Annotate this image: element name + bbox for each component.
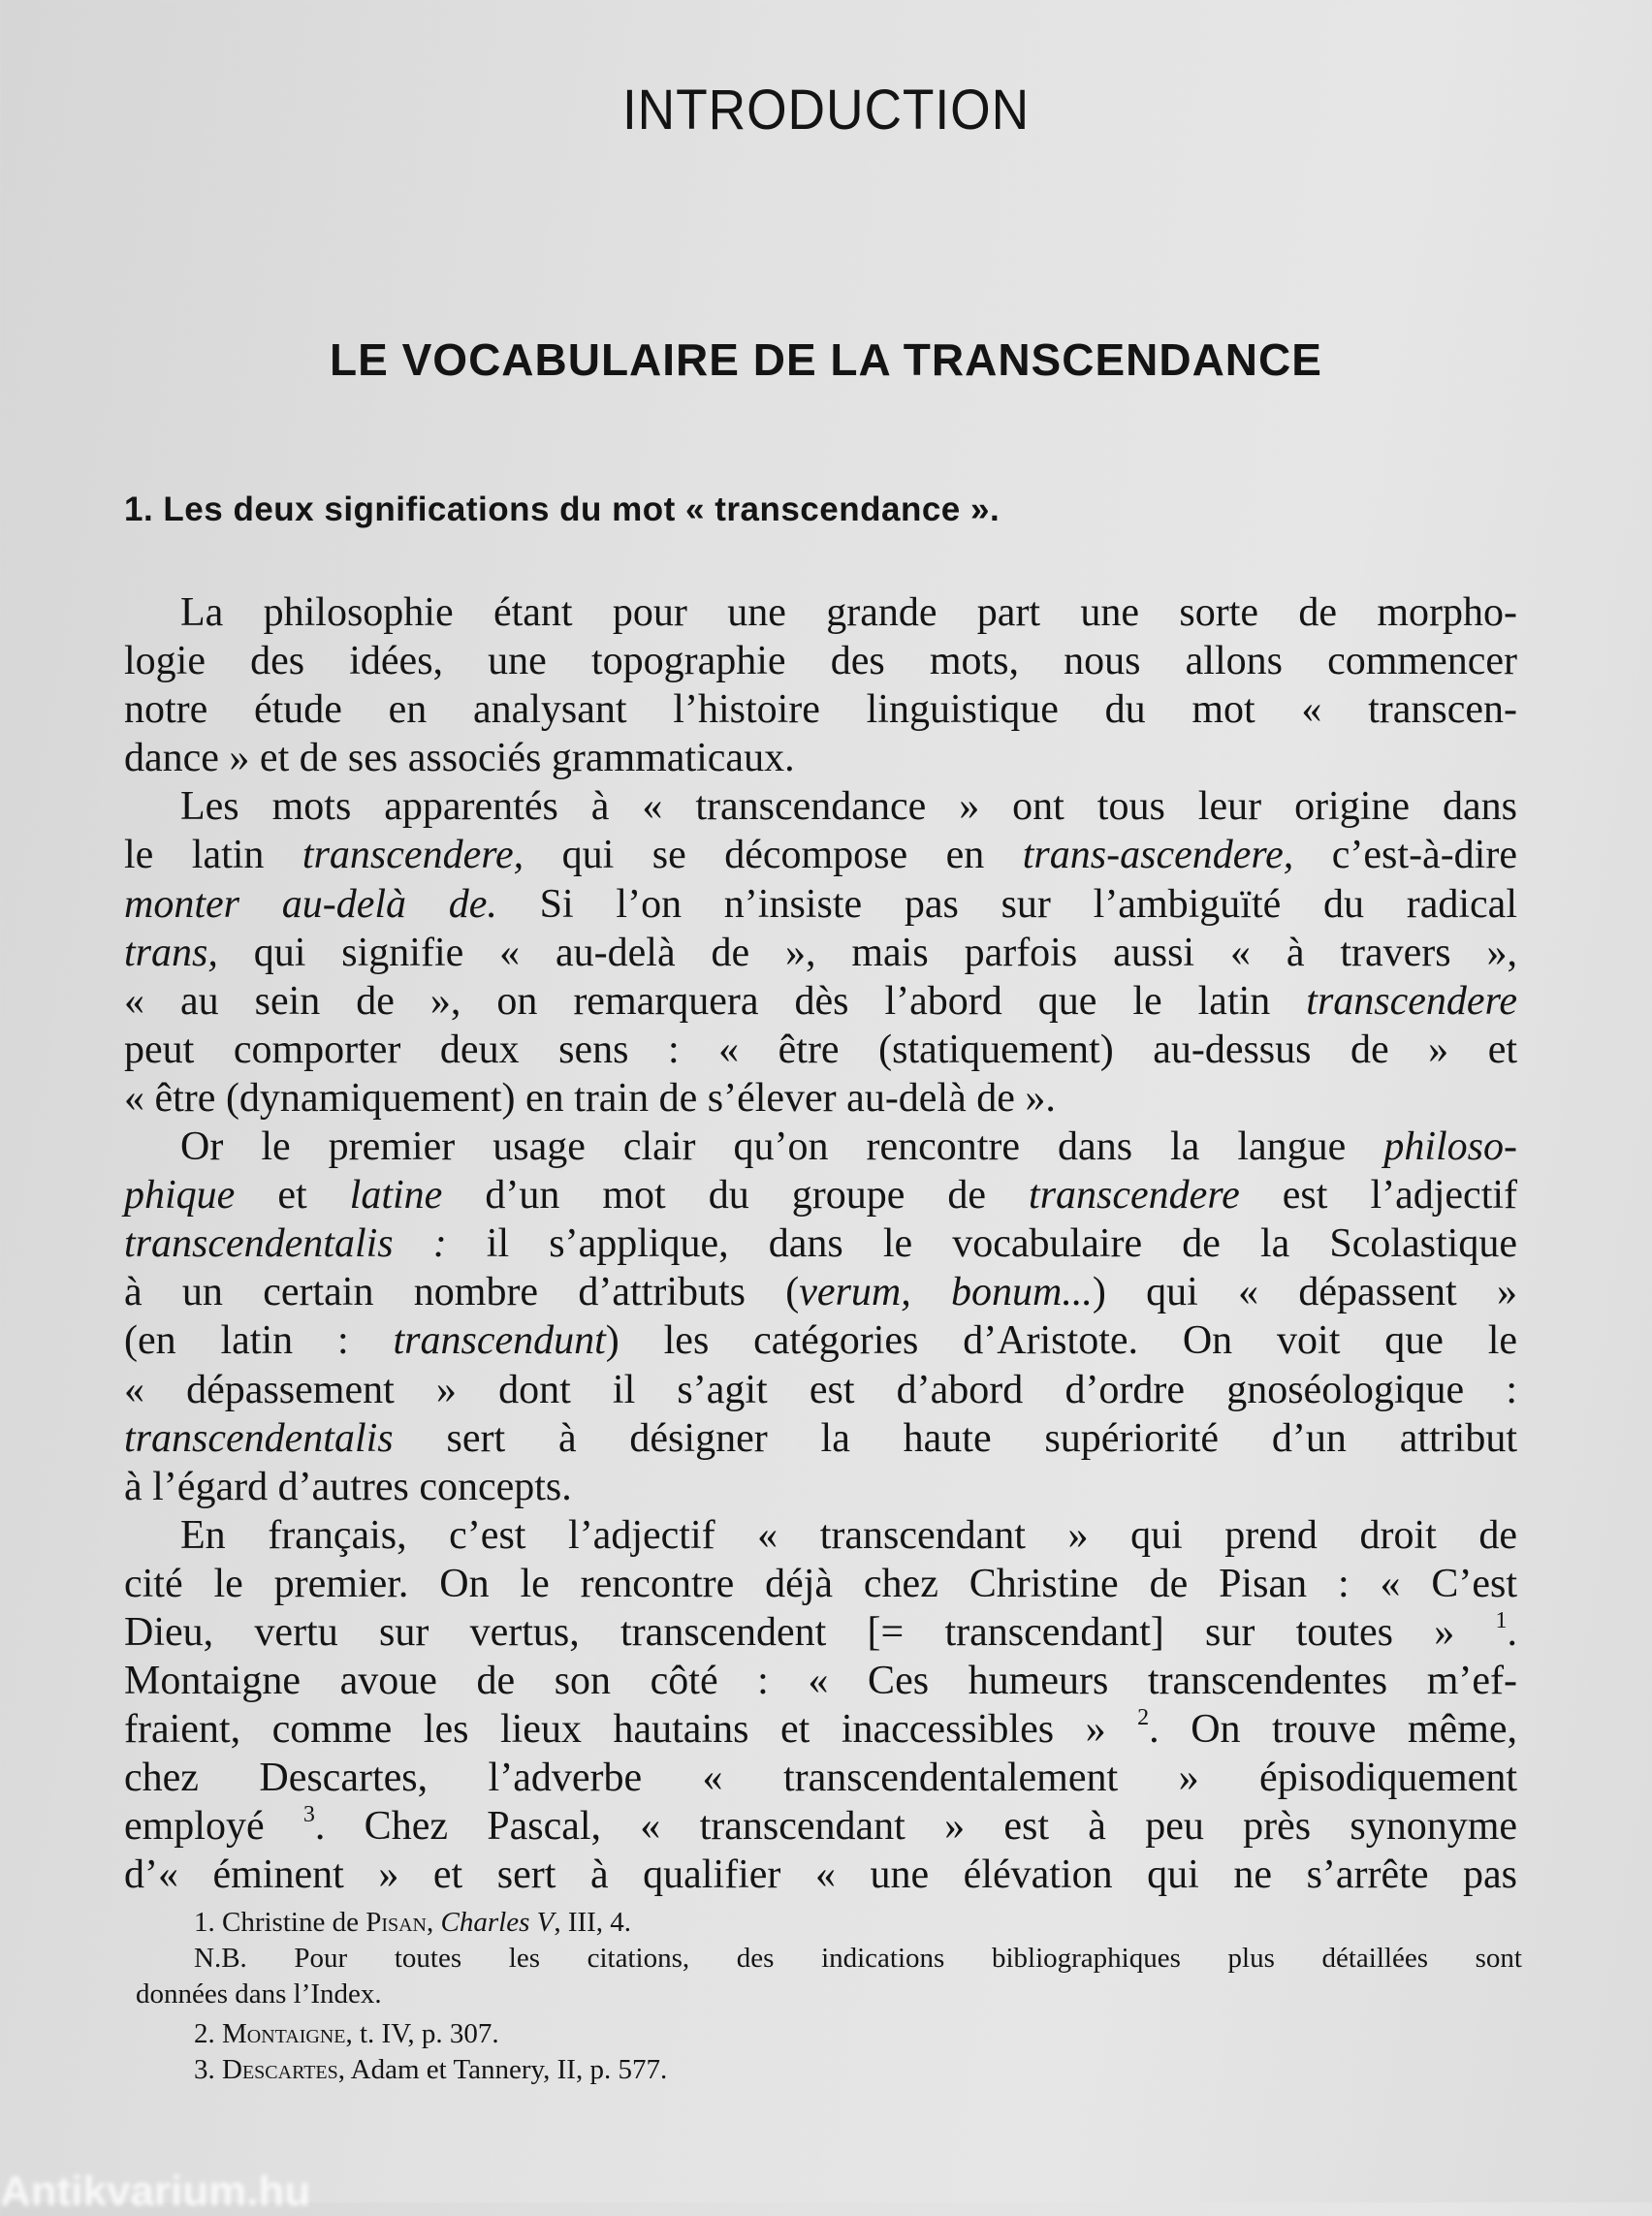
text-run: Dieu, vertu sur vertus, transcendent [= transcendant] sur toutes »	[124, 1609, 1496, 1655]
text-line	[124, 782, 1517, 831]
text-run: philoso-	[1383, 1124, 1517, 1170]
text-line	[124, 1560, 1517, 1608]
text-run: Descartes	[222, 2054, 338, 2085]
text-run: dance » et de ses associés grammaticaux.	[124, 736, 795, 781]
text-run: chez Descartes, l’adverbe « transcendentalement » épisodiquement	[124, 1756, 1517, 1801]
text-run: (en latin :	[124, 1318, 394, 1364]
footnote-ref: 2	[1137, 1705, 1150, 1731]
text-run: « dépassement » dont il s’agit est d’abord d’ordre gnoséologique :	[124, 1367, 1517, 1412]
text-run: qui signifie « au-delà de », mais parfois aussi « à travers »,	[217, 930, 1517, 975]
text-run: Si l’on n’insiste pas sur l’ambiguïté du radical	[496, 881, 1517, 927]
text-run: à un certain nombre d’attributs (	[124, 1270, 800, 1315]
text-run: Les mots apparentés à « transcendance » ont tous leur origine dans	[180, 784, 1517, 830]
text-run: peut comporter deux sens : « être (statiquement) au-dessus de » et	[124, 1027, 1517, 1072]
text-run: sert à désigner la haute supériorité d’un attribut	[393, 1415, 1517, 1461]
text-line	[124, 831, 1517, 879]
text-line	[124, 1366, 1517, 1414]
text-run: Pisan	[365, 1907, 428, 1938]
text-run: transcendere,	[302, 833, 524, 878]
text-run: d’« éminent » et sert à qualifier « une élévation qui ne s’arrête pas	[124, 1852, 1517, 1898]
text-run: Montaigne avoue de son côté : « Ces humeurs transcendentes m’ef-	[124, 1659, 1517, 1704]
footnote	[136, 1977, 1522, 2012]
footnote	[136, 1941, 1522, 1977]
text-line	[124, 977, 1517, 1026]
text-run: transcendentalis	[124, 1415, 394, 1461]
text-line	[124, 734, 1517, 782]
text-line	[124, 685, 1517, 734]
watermark: Antikvarium.hu	[0, 2168, 311, 2215]
text-run: et	[235, 1173, 350, 1219]
text-run: il s’applique, dans le vocabulaire de la Scolastique	[446, 1221, 1517, 1267]
body-text	[124, 588, 1517, 1900]
text-run: latine	[349, 1173, 443, 1219]
text-run: N.B. Pour toutes les citations, des indications bibliographiques plus détaillées sont	[194, 1943, 1522, 1974]
text-run: le latin	[124, 833, 302, 878]
text-run: phique	[124, 1173, 236, 1219]
text-run: à l’égard d’autres concepts.	[124, 1464, 572, 1509]
text-line	[124, 1802, 1517, 1851]
footnote	[136, 1905, 1522, 1941]
text-run: verum, bonum...	[799, 1270, 1093, 1315]
text-line	[124, 1754, 1517, 1802]
text-run: , t. IV, p. 307.	[345, 2018, 499, 2049]
text-run: transcendentalis :	[124, 1221, 447, 1267]
text-line	[124, 1608, 1517, 1657]
footnote	[136, 2016, 1522, 2052]
text-line	[124, 1511, 1517, 1560]
text-run: trans-ascendere,	[1022, 833, 1294, 878]
text-line	[124, 929, 1517, 977]
text-run: Montaigne	[222, 2018, 346, 2049]
text-line	[124, 588, 1517, 637]
text-run: logie des idées, une topographie des mots, nous allons commencer	[124, 639, 1517, 684]
text-run: ) qui « dépassent »	[1092, 1270, 1517, 1315]
text-run: En français, c’est l’adjectif « transcendant » qui prend droit de	[180, 1512, 1517, 1558]
text-line	[124, 1414, 1517, 1463]
page-title: INTRODUCTION	[621, 79, 1031, 142]
text-run: notre étude en analysant l’histoire linguistique du mot « transcen-	[124, 687, 1517, 733]
text-line	[124, 880, 1517, 929]
text-run: , III, 4.	[554, 1907, 632, 1938]
text-run: trans,	[124, 930, 218, 975]
text-line	[124, 1316, 1517, 1365]
text-line	[124, 1705, 1517, 1754]
text-run: cité le premier. On le rencontre déjà chez Christine de Pisan : « C’est	[124, 1561, 1517, 1606]
text-run: ,	[427, 1907, 441, 1938]
footnote-ref: 3	[302, 1802, 315, 1828]
text-run: transcendunt	[393, 1318, 606, 1364]
footnotes	[136, 1905, 1522, 2088]
text-run: . Chez Pascal, « transcendant » est à peu près synonyme	[314, 1804, 1518, 1850]
section-heading: 1. Les deux significations du mot « transcendance ».	[124, 491, 1001, 528]
text-run: est l’adjectif	[1239, 1173, 1518, 1219]
text-run: 3.	[194, 2054, 222, 2085]
text-run: .	[1507, 1609, 1517, 1655]
text-line	[124, 1463, 1517, 1511]
text-line	[124, 1123, 1517, 1171]
text-run: d’un mot du groupe de	[442, 1173, 1030, 1219]
text-run: employé	[124, 1804, 303, 1850]
text-line	[124, 1851, 1517, 1899]
text-line	[124, 1026, 1517, 1074]
footnote	[136, 2052, 1522, 2088]
text-run: ) les catégories d’Aristote. On voit que le	[605, 1318, 1517, 1364]
text-run: fraient, comme les lieux hautains et inaccessibles »	[124, 1707, 1138, 1753]
text-run: « être (dynamiquement) en train de s’élever au-delà de ».	[124, 1075, 1056, 1121]
text-run: transcendere	[1306, 978, 1517, 1024]
text-run: 2.	[194, 2018, 222, 2049]
chapter-title: LE VOCABULAIRE DE LA TRANSCENDANCE	[330, 334, 1322, 385]
text-run: . On trouve même,	[1149, 1707, 1518, 1753]
text-run: données dans l’Index.	[136, 1979, 382, 2010]
text-line	[124, 637, 1517, 685]
text-run: transcendere	[1029, 1173, 1240, 1219]
text-run: c’est-à-dire	[1293, 833, 1517, 878]
text-run: qui se décompose en	[524, 833, 1023, 878]
text-line	[124, 1268, 1517, 1316]
text-run: « au sein de », on remarquera dès l’abord que le latin	[124, 978, 1307, 1024]
text-line	[124, 1171, 1517, 1219]
text-run: Or le premier usage clair qu’on rencontre dans la langue	[180, 1124, 1384, 1170]
text-line	[124, 1657, 1517, 1705]
footnote-ref: 1	[1495, 1607, 1508, 1633]
text-run: , Adam et Tannery, II, p. 577.	[337, 2054, 668, 2085]
text-line	[124, 1074, 1517, 1123]
text-run: 1. Christine de	[194, 1907, 366, 1938]
text-run: monter au-delà de.	[124, 881, 497, 927]
text-run: La philosophie étant pour une grande part une sorte de morpho-	[180, 590, 1517, 635]
text-run: Charles V	[440, 1907, 555, 1938]
text-line	[124, 1219, 1517, 1268]
